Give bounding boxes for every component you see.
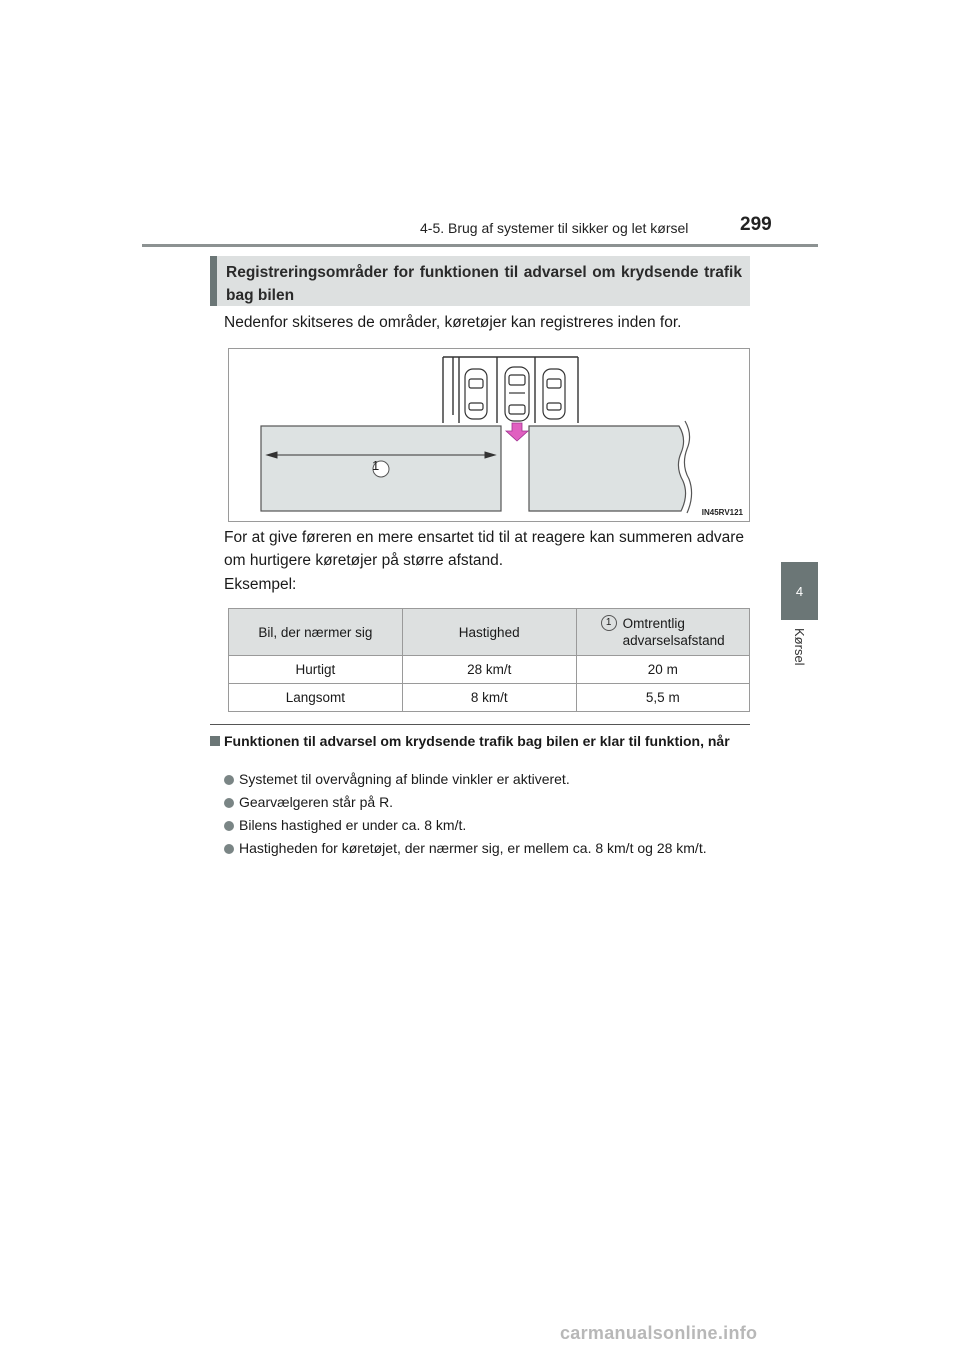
table-header-row <box>229 609 750 656</box>
parked-car-left-icon <box>465 369 487 419</box>
table-cell: 28 km/t <box>402 656 576 684</box>
conditions-heading-text: Funktionen til advarsel om krydsende trafik bag bilen er klar til funktion, når <box>224 733 730 749</box>
list-item: Hastigheden for køretøjet, der nærmer sig, er mellem ca. 8 km/t og 28 km/t. <box>224 840 707 856</box>
conditions-heading <box>210 733 750 750</box>
bullet-icon <box>224 844 234 854</box>
section-header <box>210 256 750 306</box>
section-title: Registreringsområder for funktionen til advarsel om krydsende trafik bag bilen <box>226 264 742 304</box>
table-cell: Langsomt <box>229 684 403 712</box>
chapter-tab <box>781 562 818 620</box>
table-cell: Hurtigt <box>229 656 403 684</box>
table-cell: 8 km/t <box>402 684 576 712</box>
list-item: Bilens hastighed er under ca. 8 km/t. <box>224 817 466 833</box>
bullet-icon <box>224 775 234 785</box>
figure-code: IN45RV121 <box>701 508 743 517</box>
section-divider <box>210 724 750 725</box>
reverse-direction-arrow-icon <box>506 423 528 441</box>
chapter-label <box>781 628 818 678</box>
running-header: 4-5. Brug af systemer til sikker og let kørsel <box>420 220 689 236</box>
list-item: Gearvælgeren står på R. <box>224 794 393 810</box>
detection-area-illustration <box>229 349 749 521</box>
header-rule <box>142 244 818 247</box>
table-row <box>229 684 750 712</box>
callout-number: 1 <box>601 615 617 631</box>
example-label: Eksempel: <box>224 576 297 593</box>
list-item: Systemet til overvågning af blinde vinkler er aktiveret. <box>224 771 570 787</box>
chapter-label-text: Kørsel <box>792 628 807 666</box>
square-bullet-icon <box>210 736 220 746</box>
table-row <box>229 656 750 684</box>
table-cell: 5,5 m <box>576 684 749 712</box>
header-approaching-car: Bil, der nærmer sig <box>229 609 403 656</box>
header-distance-line1: Omtrentlig <box>622 616 685 631</box>
detection-zone-right <box>529 426 686 511</box>
header-speed: Hastighed <box>402 609 576 656</box>
parked-car-right-icon <box>543 369 565 419</box>
chapter-number: 4 <box>795 583 804 599</box>
explanation-paragraph: For at give føreren en mere ensartet tid til at reagere kan summeren advare om hurtigere køretøjer på større afstand. <box>224 529 744 569</box>
warning-distance-table <box>228 608 750 712</box>
header-warning-distance <box>576 609 749 656</box>
intro-paragraph: Nedenfor skitseres de områder, køretøjer kan registreres inden for. <box>224 314 682 331</box>
reversing-car-icon <box>505 367 529 421</box>
bullet-icon <box>224 798 234 808</box>
header-distance-line2: advarselsafstand <box>622 633 725 648</box>
table-cell: 20 m <box>576 656 749 684</box>
detection-area-figure <box>228 348 750 522</box>
watermark-footer: carmanualsonline.info <box>560 1323 758 1343</box>
bullet-icon <box>224 821 234 831</box>
page-number: 299 <box>740 214 772 235</box>
figure-callout-number: 1 <box>372 458 380 473</box>
